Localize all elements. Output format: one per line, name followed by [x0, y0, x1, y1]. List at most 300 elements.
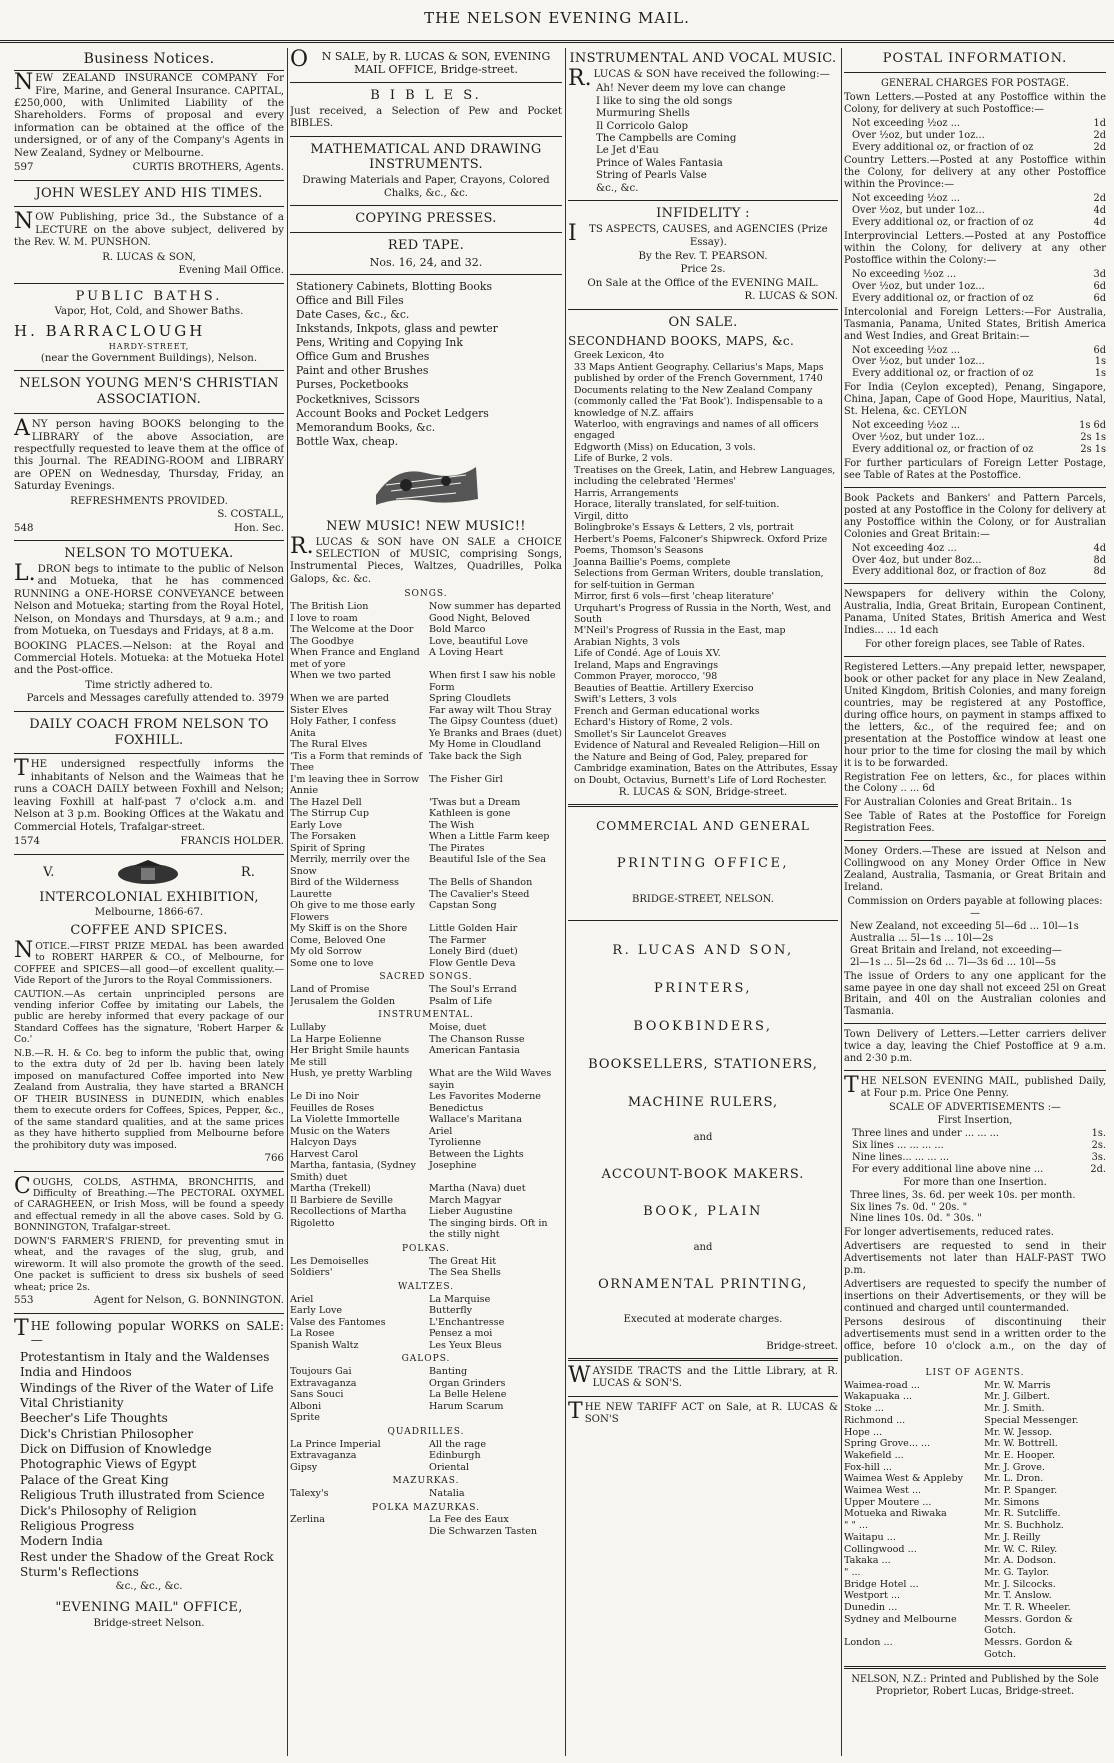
book-item: Arabian Nights, 3 vols [574, 636, 680, 648]
mazurkas-grid [290, 1488, 562, 1500]
bibles-heading: B I B L E S. [370, 87, 482, 103]
song-title: Spring Cloudlets [429, 693, 511, 705]
song-title: The Goodbye [290, 635, 354, 647]
ymca-signature: S. COSTALL, [217, 509, 284, 521]
agent-entry: Waimea-road ... [844, 1379, 920, 1391]
songs-grid [290, 601, 562, 969]
agent-entry: Mr. T. Anslow. [984, 1590, 1052, 1602]
packet-rate-label: Every additional 8oz, or fraction of 8oz [852, 566, 1046, 578]
sacred-grid [290, 984, 562, 1007]
india-rate-label: Over ½oz, but under 1oz... [852, 432, 985, 444]
redtape-numbers: Nos. 16, 24, and 32. [369, 255, 483, 269]
polka-title: The Sea Shells [429, 1267, 501, 1279]
barraclough-address: HARDY-STREET, [108, 342, 190, 352]
song-title: Take back the Sigh [429, 750, 522, 762]
instrumental-title: The Chanson Russe [429, 1033, 525, 1045]
music-text: R.LUCAS & SON have ON SALE a CHOICE SELECTION of MUSIC, comprising Songs, Instrumental Pieces, Waltzes, Quadrilles, Polka Galops, &c. &c. [290, 533, 562, 585]
quadrille-title: Gipsy [290, 1461, 318, 1473]
interprovincial-letters: Interprovincial Letters.—Posted at any Postoffice within the Colony, for delivery at any other Postoffice within the Colony:— [844, 231, 1106, 266]
music-item: The Campbells are Coming [596, 133, 737, 145]
agent-entry: Stoke ... [844, 1403, 884, 1415]
agent-entry: Richmond ... [844, 1414, 906, 1426]
coffee-text: NOTICE.—FIRST PRIZE MEDAL has been awarded to ROBERT HARPER & CO., of Melbourne, for COFFEE and SPICES—all good—of excellent quality.—Vide Report of the Jurors to the Royal Commissioners. [14, 937, 284, 987]
instrumental-title: Ariel [429, 1125, 453, 1137]
scale-heading: SCALE OF ADVERTISEMENTS :— [889, 1102, 1061, 1114]
town-rate-label: Over ½oz, but under 1oz... [852, 129, 985, 141]
ymca-text: ANY person having BOOKS belonging to the LIBRARY of the above Association, are respectfully requested to leave them at the office of this Journal. The READING-ROOM and LIBRARY are OPEN on Wednesday, Thursday, Friday, an Saturday Evenings. [14, 416, 284, 493]
commission-rate: Australia ... 5l—1s ... 10l—2s [850, 932, 994, 944]
ymca-heading: NELSON YOUNG MEN'S CHRISTIAN ASSOCIATION. [19, 376, 279, 408]
song-title: My old Sorrow [290, 946, 362, 958]
instrumental-title: Halcyon Days [290, 1137, 357, 1149]
song-title: The Gipsy Countess (duet) [429, 716, 558, 728]
farmer-footer [14, 1295, 284, 1307]
music-item: Le Jet d'Eau [596, 145, 659, 157]
book-item: Smollet's Sir Launcelot Greaves [574, 728, 727, 740]
column-rule [565, 48, 566, 1756]
agent-entry: Fox-hill ... [844, 1461, 892, 1473]
interprov-rate-value: 6d [1093, 280, 1106, 292]
registered-letters: Registered Letters.—Any prepaid letter, newspaper, book or other packet for any place in New Zealand, United Kingdom, British Colonies, and many foreign countries, may be registered at any Postoffice, during office hours, on payment in stamps affixed to the letters, &c., of the required fee; and on presentation at the Postoffice window at least one hour prior to the time for closing the mail by which it is to be forwarded. [844, 662, 1106, 769]
interprovincial-rates [844, 269, 1106, 305]
infidelity-author: By the Rev. T. PEARSON. [638, 250, 768, 262]
song-title: Come, Beloved One [290, 934, 386, 946]
polka-mazurka-title [290, 1526, 423, 1538]
newspapers: Newspapers for delivery within the Colony, Australia, India, Great Britain, European Continent, Panama, United States, British America and West Indies... ... 1d each [844, 589, 1106, 637]
agent-entry: London ... [844, 1637, 893, 1649]
song-title: The Farmer [429, 934, 486, 946]
quadrilles-grid [290, 1439, 562, 1474]
packet-rate [844, 555, 1106, 567]
registration-fee: Registration Fee on letters, &c., for places within the Colony .. ... 6d [844, 771, 1106, 795]
interprov-rate-label: Over ½oz, but under 1oz... [852, 280, 985, 292]
instrumental-title: Martha (Nava) duet [429, 1183, 526, 1195]
music-item: Prince of Wales Fantasia [596, 157, 723, 169]
country-rate-label: Over ½oz, but under 1oz... [852, 205, 985, 217]
work-item: Photographic Views of Egypt [20, 1457, 197, 1472]
office-heading: "EVENING MAIL" OFFICE, [55, 1599, 243, 1615]
instrumental-grid [290, 1022, 562, 1241]
stationery-item: Purses, Pocketbooks [296, 378, 409, 392]
work-item: Religious Progress [20, 1518, 135, 1533]
persons-discontinuing: Persons desirous of discontinuing their advertisements must send in a written order to the office, before 10 o'clock a.m., on the day of publication. [844, 1316, 1106, 1364]
instrumental-title: La Violette Immortelle [290, 1114, 400, 1126]
wayside-notice: WAYSIDE TRACTS and the Little Library, at R. LUCAS & SON'S. [568, 1363, 838, 1390]
office-subtitle: Bridge-street Nelson. [93, 1617, 205, 1629]
instrumental-title: Les Favorites Moderne [429, 1091, 541, 1103]
barraclough-location: (near the Government Buildings), Nelson. [40, 352, 258, 364]
ad-rate-label: Six lines ... ... ... ... [852, 1139, 944, 1151]
india-rate-value: 2s 1s [1080, 432, 1106, 444]
polka-mazurkas-grid [290, 1514, 562, 1537]
mazurka-title: Talexy's [290, 1488, 329, 1499]
bridge-street: BRIDGE-STREET, NELSON. [632, 893, 774, 905]
song-title: The Stirrup Cup [290, 808, 370, 820]
packet-rate [844, 566, 1106, 578]
quadrille-title: Edinburgh [429, 1450, 481, 1462]
coffee-number: 766 [264, 1153, 284, 1165]
instrumental-title: La Harpe Eolienne [290, 1033, 382, 1045]
book-item: Treatises on the Greek, Latin, and Hebrew Languages, including the celebrated 'Hermes' [574, 464, 836, 488]
quadrille-title: Extravaganza [290, 1450, 357, 1462]
music-item: &c., &c. [596, 182, 639, 194]
india-rate [844, 444, 1106, 456]
instrumental-title: Martha, fantasia, (Sydney Smith) duet [290, 1160, 416, 1183]
intercolonial-letters: Intercolonial and Foreign Letters:—For Australia, Tasmania, Panama, United States, British America and West Indies, and Great Britain:— [844, 306, 1106, 342]
song-title: Little Golden Hair [429, 923, 518, 935]
waltz-title: La Rosee [290, 1328, 335, 1340]
lucas-and-son: R. LUCAS AND SON, [612, 943, 794, 959]
agent-entry: Mr. J. Grove. [984, 1461, 1045, 1473]
tariff-notice: THE NEW TARIFF ACT on Sale, at R. LUCAS & SON'S [568, 1398, 838, 1426]
music-item: Ah! Never deem my love can change [596, 83, 786, 95]
booksellers: BOOKSELLERS, STATIONERS, [588, 1056, 818, 1072]
polka-mazurka-title: Zerlina [290, 1514, 325, 1526]
insurance-number: 597 [14, 162, 34, 174]
stationery-item: Paint and other Brushes [296, 364, 429, 378]
ymca-footer [14, 523, 284, 535]
song-title: Early Love [290, 819, 343, 831]
song-title: The Forsaken [290, 831, 357, 843]
instrumental-title: Benedictus [429, 1102, 484, 1114]
agent-entry: Wakefield ... [844, 1449, 904, 1461]
country-rate-value: 4d [1093, 205, 1106, 217]
agent-entry: Westport ... [844, 1590, 901, 1602]
quadrille-title: All the rage [429, 1438, 487, 1450]
instrumental-title: March Magyar [429, 1194, 502, 1206]
agent-entry: Mr. S. Buchholz. [984, 1520, 1064, 1532]
book-item: Horace, literally translated, for self-tuition. [574, 499, 780, 511]
work-item: Religious Truth illustrated from Science [20, 1488, 265, 1503]
book-item: Selections from German Writers, double translation, for self-tuition in German [574, 568, 824, 591]
book-item: Echard's History of Rome, 2 vols. [574, 717, 733, 729]
ad-rate-value: 2s. [1091, 1139, 1106, 1151]
column-4 [844, 48, 1106, 1756]
song-title: The Wish [429, 819, 475, 831]
agent-entry: Mr. R. Sutcliffe. [984, 1508, 1061, 1520]
interprov-rate-label: Every additional oz, or fraction of oz [852, 292, 1034, 304]
account-book-makers: ACCOUNT-BOOK MAKERS. [601, 1166, 805, 1182]
vr-left: V. [43, 864, 55, 880]
packet-rate-label: Over 4oz, but under 8oz... [852, 554, 982, 566]
ad-rate-value: 3s. [1091, 1151, 1106, 1163]
galop-title: Harum Scarum [429, 1400, 504, 1412]
india-letters: For India (Ceylon excepted), Penang, Singapore, China, Japan, Cape of Good Hope, Mauritius, Natal, St. Helena, &c. CEYLON [844, 382, 1106, 418]
india-rate [844, 432, 1106, 444]
printing-office: PRINTING OFFICE, [616, 856, 790, 872]
agent-entry: Takaka ... [844, 1555, 891, 1567]
india-rates [844, 420, 1106, 456]
agent-entry: Motueka and Riwaka [844, 1508, 947, 1520]
books-list [568, 350, 838, 786]
commission: Commission on Orders payable at following places:— [847, 895, 1103, 919]
commission-rate: 2l—1s ... 5l—2s 6d ... 7l—3s 6d ... 10l—5s [850, 956, 1056, 968]
instrumental-title: Rigoletto [290, 1217, 335, 1229]
motueka-booking: BOOKING PLACES.—Nelson: at the Royal and Commercial Hotels. Motueka: at the Motueka Hotel and the Post-office. [14, 640, 284, 677]
instrumental-title: Lieber Augustine [429, 1206, 513, 1218]
intercol-rate-value: 1s [1094, 356, 1106, 368]
town-rate [844, 118, 1106, 130]
works-list [14, 1350, 284, 1580]
song-title: The Cavalier's Steed [429, 888, 530, 900]
column-3 [568, 48, 838, 1756]
song-title: Holy Father, I confess [290, 716, 396, 728]
town-letters: Town Letters.—Posted at any Postoffice within the Colony, for delivery at such Postoffice:— [844, 91, 1106, 115]
book-item: Life of Condé. Age of Louis XV. [574, 648, 721, 660]
agent-entry: Mr. W. Marris [984, 1379, 1051, 1391]
galop-title: Extravaganza [290, 1377, 357, 1389]
work-item: Rest under the Shadow of the Great Rock [20, 1549, 274, 1564]
song-title: My Home in Cloudland [429, 739, 542, 751]
india-rate-label: Not exceeding ½oz ... [852, 420, 961, 432]
interprov-rate-value: 6d [1093, 292, 1106, 304]
coach-heading: DAILY COACH FROM NELSON TO FOXHILL. [29, 716, 269, 748]
music-item: String of Pearls Valse [596, 170, 707, 182]
country-rate [844, 193, 1106, 205]
song-title: Now summer has departed [429, 601, 561, 613]
motueka-text: L.DRON begs to intimate to the public of Nelson and Motueka, that he has commenced RUNNING a ONE-HORSE CONVEYANCE between Nelson and Motueka; starting from the Royal Hotel, Nelson, on Mondays and Thursdays, at 9 a.m.; and from Motueka, on Tuesdays and Fridays, at 8 a.m. [14, 560, 284, 638]
mail-notice: THE NELSON EVENING MAIL, published Daily, at Four p.m. Price One Penny. [844, 1073, 1106, 1100]
sacred-caption: SACRED SONGS. [379, 972, 473, 983]
coach-text: THE undersigned respectfully informs the inhabitants of Nelson and the Waimeas that he runs a COACH DAILY between Foxhill and Nelson; leaving Foxhill at half-past 7 o'clock a.m. and Nelson at 3 p.m. Booking Offices at the Wakatu and Commercial Hotels, Trafalgar-street. [14, 756, 284, 833]
wesley-heading: JOHN WESLEY AND HIS TIMES. [35, 185, 263, 201]
instrumental-title: Josephine [429, 1160, 477, 1172]
town-rate [844, 130, 1106, 142]
printers: PRINTERS, [653, 980, 753, 996]
agent-entry: Dunedin ... [844, 1602, 898, 1614]
agent-entry: Special Messenger. [984, 1414, 1079, 1426]
farmer-notice: DOWN'S FARMER'S FRIEND, for preventing smut in wheat, and the ravages of the slug, grub, and wireworm. It will also promote the growth of the seed. One packet is sufficient to dress six bushels of seed wheat; price 2s. [14, 1235, 284, 1293]
sacred-song-title: Jerusalem the Golden [290, 995, 396, 1007]
song-title: Merrily, merrily over the Snow [290, 854, 410, 877]
interprov-rate-value: 3d [1093, 268, 1106, 280]
music-item: Murmuring Shells [596, 108, 690, 120]
book-item: M'Neil's Progress of Russia in the East, map [574, 625, 786, 637]
book-item: Virgil, ditto [574, 510, 629, 522]
galop-title: Sans Souci [290, 1389, 344, 1401]
music-item: I like to sing the old songs [596, 95, 733, 107]
ad-rate [844, 1152, 1106, 1164]
country-rate-value: 4d [1093, 217, 1106, 229]
book-item: Herbert's Poems, Falconer's Shipwreck. Oxford Prize Poems, Thomson's Seasons [574, 533, 828, 557]
song-title: Kathleen is gone [429, 808, 511, 820]
agent-entry: Upper Moutere ... [844, 1496, 932, 1508]
sacred-song-title: The Soul's Errand [429, 984, 517, 996]
song-title: The Fisher Girl [429, 773, 503, 785]
song-title: Anita [290, 727, 316, 739]
royal-crest-row [14, 860, 284, 886]
registration-australia: For Australian Colonies and Great Britain.. 1s [844, 797, 1072, 809]
book-item: French and German educational works [574, 705, 760, 717]
waltz-title: Spanish Waltz [290, 1339, 359, 1351]
song-title: When we are parted [290, 693, 390, 705]
song-title: The British Lion [290, 601, 369, 613]
stationery-item: Office Gum and Brushes [296, 350, 430, 364]
quadrille-title: Oriental [429, 1461, 470, 1473]
commission-list [844, 921, 1106, 969]
insurance-notice: NEW ZEALAND INSURANCE COMPANY For Fire, Marine, and General Insurance. CAPITAL, £250,000, with Unlimited Liability of the Shareholders. Forms of proposal and every information can be obtained at the office of the undersigned, or of any of the Company's Agents in New Zealand, Sydney or Melbourne. [14, 70, 284, 159]
town-rates [844, 118, 1106, 154]
song-title: Sister Elves [290, 704, 348, 716]
book-packets: Book Packets and Bankers' and Pattern Parcels, posted at any Postoffice in the Colony for delivery at any Postoffice within the Colony, or for Australian Colonies and Great Britain:— [844, 492, 1106, 540]
general-charges: GENERAL CHARGES FOR POSTAGE. [881, 77, 1069, 89]
registration-see: See Table of Rates at the Postoffice for Foreign Registration Fees. [844, 811, 1106, 835]
agent-entry: Mr. T. R. Wheeler. [984, 1602, 1071, 1614]
business-notices-heading: Business Notices. [14, 51, 284, 71]
town-rate-value: 2d [1093, 141, 1106, 153]
waltz-title: Butterfly [429, 1305, 473, 1317]
agent-entry: Mr. Simons [984, 1496, 1040, 1508]
song-title: Some one to love [290, 957, 374, 969]
sacred-song-title: Psalm of Life [429, 995, 493, 1007]
ad-rate-label: For every additional line above nine ... [852, 1163, 1044, 1175]
works-etc: &c., &c., &c. [115, 1581, 183, 1593]
book-item: Joanna Baillie's Poems, complete [574, 556, 731, 568]
book-item: Harris, Arrangements [574, 487, 679, 499]
book-item: Common Prayer, morocco, '98 [574, 671, 718, 683]
barraclough-name: H. BARRACLOUGH [14, 321, 206, 340]
instrumental-title: Hush, ye pretty Warbling [290, 1068, 413, 1080]
imprint: NELSON, N.Z.: Printed and Published by the Sole Proprietor, Robert Lucas, Bridge-street. [851, 1673, 1099, 1697]
wesley-office: Evening Mail Office. [178, 265, 284, 277]
farmer-number: 553 [14, 1295, 34, 1307]
stationery-item: Stationery Cabinets, Blotting Books [296, 280, 492, 294]
redtape-heading: RED TAPE. [387, 238, 465, 253]
agent-entry: Waitapu ... [844, 1531, 896, 1543]
agent-entry: Mr. J. Silcocks. [984, 1578, 1056, 1590]
instrumental-vocal-intro: R.LUCAS & SON have received the following:— [568, 65, 830, 91]
town-rate-label: Every additional oz, or fraction of oz [852, 141, 1034, 153]
india-rate-label: Every additional oz, or fraction of oz [852, 444, 1034, 456]
vr-right: R. [240, 864, 255, 880]
instrumental-title: Feuilles de Roses [290, 1102, 375, 1114]
agent-entry: Hope ... [844, 1426, 883, 1438]
newspapers-foreign: For other foreign places, see Table of Rates. [865, 639, 1085, 651]
instrumental-vocal-list [590, 83, 838, 195]
work-item: Dick's Christian Philosopher [20, 1426, 194, 1441]
packet-rate-value: 8d [1093, 566, 1106, 578]
baths-heading: PUBLIC BATHS. [75, 288, 223, 304]
stationery-item: Account Books and Pocket Ledgers [296, 406, 489, 420]
town-rate-value: 2d [1093, 129, 1106, 141]
book-item: 33 Maps Antient Geography. Cellarius's Maps, Maps published by order of the French Government, 1740 [574, 361, 824, 385]
baths-subtitle: Vapor, Hot, Cold, and Shower Baths. [54, 306, 244, 318]
agent-entry: Spring Grove... ... [844, 1438, 931, 1450]
wesley-signature: R. LUCAS & SON, [102, 251, 196, 263]
moderate-charges: Executed at moderate charges. [623, 1314, 783, 1326]
country-letters: Country Letters.—Posted at any Postoffice within the Colony, for delivery at any other Postoffice within the Province:— [844, 155, 1106, 191]
music-item: Il Corricolo Galop [596, 120, 689, 132]
motueka-heading: NELSON TO MOTUEKA. [64, 546, 234, 562]
bridge-street-2: Bridge-street. [766, 1340, 838, 1352]
song-title: The Bells of Shandon [429, 877, 533, 889]
intercol-rate [844, 368, 1106, 380]
polkas-caption: POLKAS. [402, 1243, 450, 1254]
agent-entry: Mr. J. Smith. [984, 1403, 1045, 1415]
music-heading: NEW MUSIC! NEW MUSIC!! [326, 518, 526, 534]
galop-title: Banting [429, 1366, 468, 1378]
packet-rate-label: Not exceeding 4oz ... [852, 542, 957, 554]
quadrilles-caption: QUADRILLES. [387, 1426, 465, 1437]
infidelity-text: ITS ASPECTS, CAUSES, and AGENCIES (Prize Essay). [568, 221, 828, 248]
song-title: I love to roam [290, 612, 358, 624]
work-item: Windings of the River of the Water of Life [20, 1380, 274, 1395]
ad-rate [844, 1140, 1106, 1152]
song-title: Good Night, Beloved [429, 612, 530, 624]
ad-rate-label: Three lines and under ... ... ... [852, 1127, 1000, 1139]
book-item: Documents relating to the New Zealand Company (commonly called the 'Fat Book'). Indispensable to a knowledge of N.Z. affairs [574, 384, 823, 419]
commercial-heading: COMMERCIAL AND GENERAL [596, 819, 810, 834]
infidelity-sale: On Sale at the Office of the EVENING MAIL. [587, 277, 819, 289]
commission-rate: Great Britain and Ireland, not exceeding— [850, 944, 1062, 956]
more-than-one: For more than one Insertion. [903, 1176, 1047, 1188]
country-rate [844, 205, 1106, 217]
books-signature: R. LUCAS & SON, Bridge-street. [618, 787, 788, 799]
book-item: Bolingbroke's Essays & Letters, 2 vls, portrait [574, 522, 794, 534]
agent-entry: Sydney and Melbourne [844, 1613, 957, 1625]
mazurkas-caption: MAZURKAS. [392, 1476, 460, 1487]
bibles-text: Just received, a Selection of Pew and Pocket BIBLES. [290, 105, 562, 130]
interprov-rate [844, 281, 1106, 293]
exhibition-heading: INTERCOLONIAL EXHIBITION, [39, 889, 259, 905]
intercol-rate [844, 356, 1106, 368]
wesley-text: NOW Publishing, price 3d., the Substance of a LECTURE on the above subject, delivered by the Rev. W. M. PUNSHON. [14, 209, 284, 249]
song-title: Oh give to me those early Flowers [290, 900, 415, 923]
agent-entry: Mr. L. Dron. [984, 1473, 1044, 1485]
agent-entry: Waimea West & Appleby [844, 1473, 964, 1485]
agent-entry: Mr. P. Spanger. [984, 1485, 1058, 1497]
song-title: Beautiful Isle of the Sea [429, 854, 547, 866]
money-issue: The issue of Orders to any one applicant for the same payee in one day shall not exceed 25l on Great Britain, and 40l on the Australian colonies and Tasmania. [844, 970, 1106, 1018]
song-title: 'Tis a Form that reminds of Thee [290, 750, 423, 774]
instrumental-title: Music on the Waters [290, 1125, 390, 1137]
instrumental-title: Between the Lights [429, 1148, 524, 1160]
ymca-title: Hon. Sec. [233, 522, 284, 534]
multi-rate: Six lines 7s. 0d. " 20s. " [850, 1201, 968, 1213]
book-item: Life of Burke, 2 vols. [574, 453, 673, 465]
column-rule [841, 48, 842, 1756]
song-title: When first I saw his noble Form [429, 670, 556, 693]
stationery-list [290, 280, 562, 448]
further-particulars: For further particulars of Foreign Letter Postage, see Table of Rates at the Postoffice. [844, 457, 1106, 481]
music-instruments-illustration [366, 455, 486, 513]
polka-mazurka-title: La Fee des Eaux [429, 1514, 509, 1526]
stationery-item: Date Cases, &c., &c. [296, 308, 410, 322]
stationery-item: Inkstands, Inkpots, glass and pewter [296, 322, 498, 336]
instrumental-title: Martha (Trekell) [290, 1183, 371, 1195]
column-1 [14, 48, 284, 1756]
copying-heading: COPYING PRESSES. [355, 211, 497, 227]
work-item: Protestantism in Italy and the Waldenses [20, 1349, 270, 1364]
agent-entry: Collingwood ... [844, 1543, 917, 1555]
bookbinders: BOOKBINDERS, [633, 1018, 773, 1034]
instrumental-title: Moise, duet [429, 1022, 487, 1034]
exhibition-subtitle: Melbourne, 1866-67. [94, 907, 204, 919]
polka-mazurka-title: Die Schwarzen Tasten [429, 1525, 538, 1537]
agent-entry: Messrs. Gordon & Gotch. [984, 1613, 1073, 1637]
song-title: Ye Branks and Braes (duet) [429, 727, 562, 739]
mazurka-title: Natalia [429, 1488, 465, 1499]
coach-signature: FRANCIS HOLDER. [180, 836, 284, 848]
work-item: Palace of the Great King [20, 1472, 169, 1487]
agent-entry: Bridge Hotel ... [844, 1578, 919, 1590]
stationery-item: Bottle Wax, cheap. [296, 434, 399, 448]
country-rate-label: Every additional oz, or fraction of oz [852, 217, 1034, 229]
interprov-rate-label: No exceeding ½oz ... [852, 268, 957, 280]
commission-rate: New Zealand, not exceeding 5l—6d ... 10l—1s [850, 920, 1079, 932]
galop-title: La Belle Helene [429, 1389, 507, 1401]
instrumental-title: Le Di ino Noir [290, 1091, 359, 1103]
